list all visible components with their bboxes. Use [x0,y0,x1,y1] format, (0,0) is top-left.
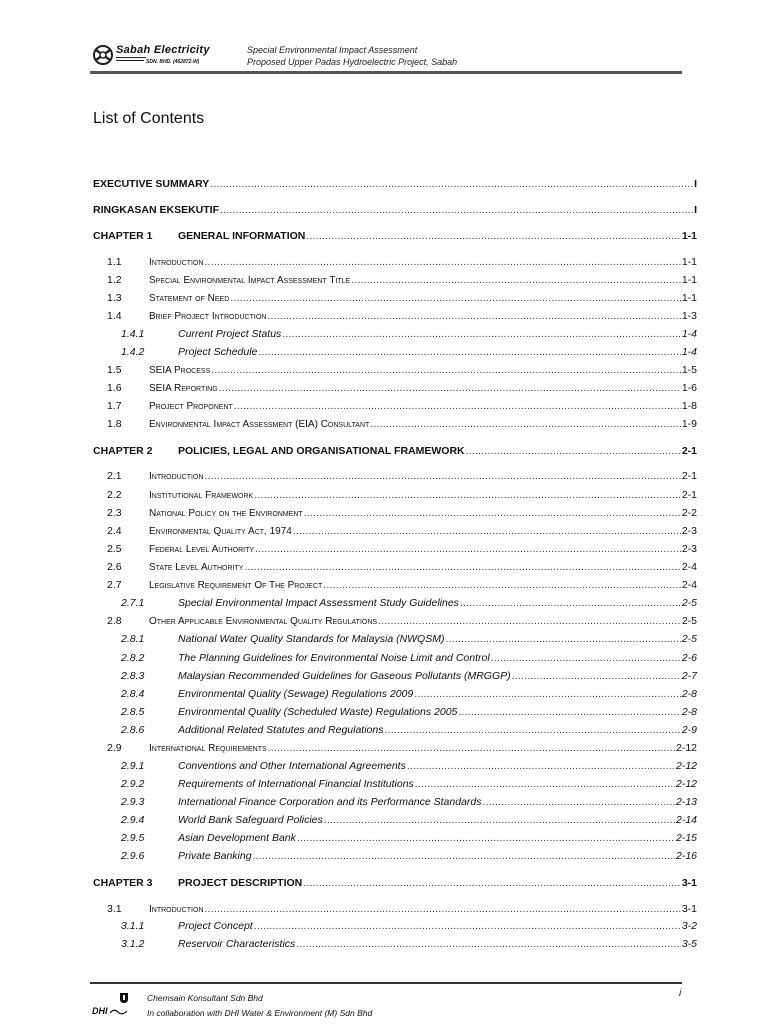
toc-entry[interactable] [93,794,697,810]
toc-entry-number: 1.4.2 [121,346,145,358]
toc-dot-leader [254,918,681,934]
toc-entry-label: Project Schedule [178,346,258,358]
toc-entry-label: Reservoir Characteristics [178,938,296,950]
toc-entry[interactable] [93,272,697,288]
dhi-wave-icon [110,1008,128,1016]
toc-entry[interactable] [93,487,697,503]
toc-entry-page: 1-4 [681,328,697,340]
toc-entry-page: 2-8 [681,688,697,700]
toc-dot-leader [244,559,680,575]
page-title: List of Contents [93,110,205,127]
toc-entry-page: 2-3 [681,543,697,555]
toc-entry-number: 3.1.1 [121,920,145,932]
toc-entry-page: 1-1 [681,230,697,242]
toc-entry-label: Special Environmental Impact Assessment Study Guidelines [178,597,459,609]
toc-entry[interactable] [93,918,697,934]
brand-name: Sabah Electricity [116,44,210,56]
toc-entry-number: CHAPTER 3 [93,877,153,889]
toc-entry-number: 1.1 [107,256,122,268]
toc-entry[interactable] [93,176,697,192]
toc-entry-label: Brief Project Introduction [149,311,267,322]
toc-entry[interactable] [93,308,697,324]
toc-entry[interactable] [93,202,697,218]
toc-entry-page: 2-12 [675,760,697,772]
toc-dot-leader [512,668,681,684]
toc-entry-page: 2-4 [681,579,697,591]
toc-entry-label: Other Applicable Environmental Quality Regulations [149,616,378,627]
toc-entry-number: 2.9 [107,742,122,754]
toc-dot-leader [445,631,680,647]
toc-entry-label: Conventions and Other International Agreements [178,760,406,772]
toc-entry-label: State Level Authority [149,562,244,573]
toc-dot-leader [323,577,681,593]
toc-entry[interactable] [93,936,697,952]
toc-entry-page: 3-1 [681,877,697,889]
toc-entry[interactable] [93,443,697,459]
toc-entry-number: 2.8.6 [121,724,145,736]
toc-entry-page: 2-6 [681,652,697,664]
toc-entry-label: The Planning Guidelines for Environmental Noise Limit and Control [178,652,490,664]
toc-dot-leader [415,776,675,792]
toc-entry[interactable] [93,344,697,360]
toc-entry-label: SEIA Reporting [149,383,218,394]
toc-entry-page: 1-5 [681,364,697,376]
toc-entry-label: POLICIES, LEGAL AND ORGANISATIONAL FRAMEWORK [178,445,465,457]
toc-dot-leader [255,541,681,557]
toc-entry-page: 2-5 [681,615,697,627]
toc-dot-leader [296,936,681,952]
toc-entry-number: 2.1 [107,470,122,482]
toc-entry-label: Environmental Quality (Scheduled Waste) Regulations 2005 [178,706,458,718]
footer-rule [90,982,682,984]
toc-entry-number: 2.9.4 [121,814,145,826]
toc-dot-leader [210,176,693,192]
toc-entry-page: 2-2 [681,507,697,519]
toc-entry-page: 1-9 [681,418,697,430]
toc-entry[interactable] [93,686,697,702]
toc-entry[interactable] [93,254,697,270]
toc-entry-number: 3.1.2 [121,938,145,950]
toc-entry-label: Legislative Requirement Of The Project [149,580,323,591]
toc-entry-page: 2-1 [681,470,697,482]
toc-entry-number: 2.5 [107,543,122,555]
toc-entry-label: Requirements of International Financial Institutions [178,778,414,790]
toc-entry-page: 1-8 [681,400,697,412]
toc-entry-label: Additional Related Statutes and Regulations [178,724,384,736]
toc-entry-number: RINGKASAN EKSEKUTIF [93,204,220,216]
toc-entry-page: 1-3 [681,310,697,322]
brand-sub: SDN. BHD. (462872-W) [146,59,200,65]
toc-dot-leader [219,380,681,396]
toc-dot-leader [234,398,681,414]
toc-entry-number: 2.8.1 [121,633,145,645]
toc-entry-number: 1.8 [107,418,122,430]
toc-entry[interactable] [93,758,697,774]
toc-entry[interactable] [93,812,697,828]
toc-entry[interactable] [93,559,697,575]
toc-entry-number: 1.5 [107,364,122,376]
dhi-logo-text: DHI [92,1006,108,1016]
toc-entry-number: 2.8.4 [121,688,145,700]
toc-entry-label: Statement of Need [149,293,230,304]
toc-dot-leader [267,308,680,324]
toc-dot-leader [293,523,681,539]
toc-dot-leader [254,487,681,503]
toc-entry-label: International Requirements [149,743,267,754]
toc-entry-number: 2.9.2 [121,778,145,790]
toc-dot-leader [297,830,675,846]
page-number: i [679,988,682,999]
toc-dot-leader [483,794,675,810]
footer-line-2: In collaboration with DHI Water & Environment (M) Sdn Bhd [147,1008,373,1018]
toc-entry[interactable] [93,523,697,539]
chemsain-logo-icon [118,992,130,1004]
toc-entry-page: 3-1 [681,903,697,915]
toc-dot-leader [258,344,680,360]
toc-entry[interactable] [93,848,697,864]
toc-dot-leader [268,740,675,756]
toc-entry-page: 1-1 [681,292,697,304]
toc-entry-page: 2-14 [675,814,697,826]
toc-dot-leader [378,613,681,629]
toc-entry-number: 2.8.5 [121,706,145,718]
header-line-2: Proposed Upper Padas Hydroelectric Project, Sabah [247,57,458,67]
toc-entry[interactable] [93,875,697,891]
toc-entry[interactable] [93,398,697,414]
toc-dot-leader [306,228,680,244]
toc-entry-page: 3-5 [681,938,697,950]
toc-entry-page: 2-5 [681,597,697,609]
toc-entry-page: I [694,178,697,190]
toc-entry[interactable] [93,468,697,484]
toc-entry-label: Environmental Quality Act, 1974 [149,526,292,537]
toc-entry-page: 2-8 [681,706,697,718]
toc-entry-number: 2.7.1 [121,597,145,609]
toc-entry[interactable] [93,326,697,342]
toc-entry-page: 2-1 [681,445,697,457]
toc-entry-label: SEIA Process [149,365,211,376]
toc-entry[interactable] [93,776,697,792]
toc-entry-label: Private Banking [178,850,252,862]
toc-entry-label: Federal Level Authority [149,544,255,555]
toc-dot-leader [205,901,681,917]
header-line-1: Special Environmental Impact Assessment [247,45,418,55]
toc-dot-leader [370,416,681,432]
toc-entry-page: 1-6 [681,382,697,394]
toc-entry-number: 2.6 [107,561,122,573]
toc-dot-leader [458,704,680,720]
toc-entry-page: 3-2 [681,920,697,932]
toc-entry[interactable] [93,595,697,611]
dhi-logo [92,1006,132,1018]
toc-dot-leader [414,686,681,702]
toc-entry-label: Project Proponent [149,401,233,412]
toc-entry-page: 2-15 [675,832,697,844]
toc-entry-page: 2-16 [675,850,697,862]
toc-entry-label: GENERAL INFORMATION [178,230,306,242]
toc-entry-page: 2-9 [681,724,697,736]
toc-entry-page: 2-1 [681,489,697,501]
toc-entry-label: Asian Development Bank [178,832,296,844]
toc-entry[interactable] [93,380,697,396]
toc-dot-leader [466,443,681,459]
toc-entry-number: 1.4 [107,310,122,322]
toc-entry[interactable] [93,650,697,666]
toc-entry-label: International Finance Corporation and its Performance Standards [178,796,482,808]
toc-entry[interactable] [93,704,697,720]
toc-entry-number: 1.3 [107,292,122,304]
toc-entry-number: 1.6 [107,382,122,394]
toc-entry-number: 2.8.2 [121,652,145,664]
toc-entry-number: 3.1 [107,903,122,915]
toc-entry-label: PROJECT DESCRIPTION [178,877,303,889]
toc-entry-number: 2.4 [107,525,122,537]
toc-dot-leader [282,326,681,342]
footer-line-1: Chemsain Konsultant Sdn Bhd [147,993,263,1003]
toc-entry[interactable] [93,740,697,756]
toc-entry[interactable] [93,228,697,244]
toc-entry-label: Introduction [149,257,204,268]
toc-entry-number: 2.9.3 [121,796,145,808]
toc-entry[interactable] [93,722,697,738]
toc-entry-number: 2.8.3 [121,670,145,682]
toc-entry-label: Current Project Status [178,328,282,340]
toc-entry-label: Introduction [149,904,204,915]
toc-entry-page: 2-5 [681,633,697,645]
toc-entry-number: CHAPTER 1 [93,230,153,242]
toc-entry-number: 2.9.6 [121,850,145,862]
toc-entry[interactable] [93,901,697,917]
toc-entry-number: 1.2 [107,274,122,286]
toc-entry-label: Project Concept [178,920,253,932]
toc-dot-leader [324,812,675,828]
toc-dot-leader [303,875,681,891]
toc-dot-leader [407,758,675,774]
toc-dot-leader [205,254,681,270]
toc-entry-label: National Water Quality Standards for Malaysia (NWQSM) [178,633,445,645]
toc-entry-label: Institutional Framework [149,490,254,501]
toc-entry[interactable] [93,668,697,684]
toc-entry-page: 2-3 [681,525,697,537]
toc-entry-page: 1-1 [681,274,697,286]
toc-entry-number: 1.7 [107,400,122,412]
toc-entry[interactable] [93,416,697,432]
toc-entry-label: Environmental Quality (Sewage) Regulations 2009 [178,688,414,700]
toc-dot-leader [205,468,681,484]
toc-entry-label: Introduction [149,471,204,482]
page-footer [90,982,682,1022]
toc-entry[interactable] [93,577,697,593]
toc-entry[interactable] [93,541,697,557]
toc-entry-label: World Bank Safeguard Policies [178,814,323,826]
toc-entry[interactable] [93,505,697,521]
toc-entry-page: 2-7 [681,670,697,682]
toc-dot-leader [211,362,681,378]
toc-dot-leader [253,848,675,864]
toc-entry-number: 2.3 [107,507,122,519]
toc-dot-leader [230,290,681,306]
toc-entry-number: 2.9.5 [121,832,145,844]
toc-entry[interactable] [93,830,697,846]
toc-dot-leader [351,272,681,288]
toc-dot-leader [304,505,681,521]
toc-entry-page: I [694,204,697,216]
toc-entry-number: EXECUTIVE SUMMARY [93,178,210,190]
toc-entry-number: 2.7 [107,579,122,591]
toc-entry[interactable] [93,631,697,647]
toc-entry[interactable] [93,290,697,306]
toc-entry-number: 2.8 [107,615,122,627]
toc-dot-leader [220,202,693,218]
toc-entry-label: National Policy on the Environment [149,508,303,519]
toc-entry-page: 1-4 [681,346,697,358]
toc-entry-page: 1-1 [681,256,697,268]
toc-dot-leader [460,595,681,611]
toc-entry-number: 1.4.1 [121,328,145,340]
toc-dot-leader [384,722,680,738]
toc-entry-number: 2.9.1 [121,760,145,772]
toc-entry-page: 2-4 [681,561,697,573]
toc-entry-page: 2-12 [675,742,697,754]
toc-entry-number: CHAPTER 2 [93,445,153,457]
toc-entry-label: Environmental Impact Assessment (EIA) Consultant [149,419,370,430]
toc-entry-page: 2-12 [675,778,697,790]
toc-entry[interactable] [93,362,697,378]
toc-entry[interactable] [93,613,697,629]
toc-entry-label: Malaysian Recommended Guidelines for Gaseous Pollutants (MRGGP) [178,670,511,682]
toc-entry-number: 2.2 [107,489,122,501]
toc-entry-label: Special Environmental Impact Assessment Title [149,275,351,286]
toc-dot-leader [491,650,681,666]
toc-entry-page: 2-13 [675,796,697,808]
